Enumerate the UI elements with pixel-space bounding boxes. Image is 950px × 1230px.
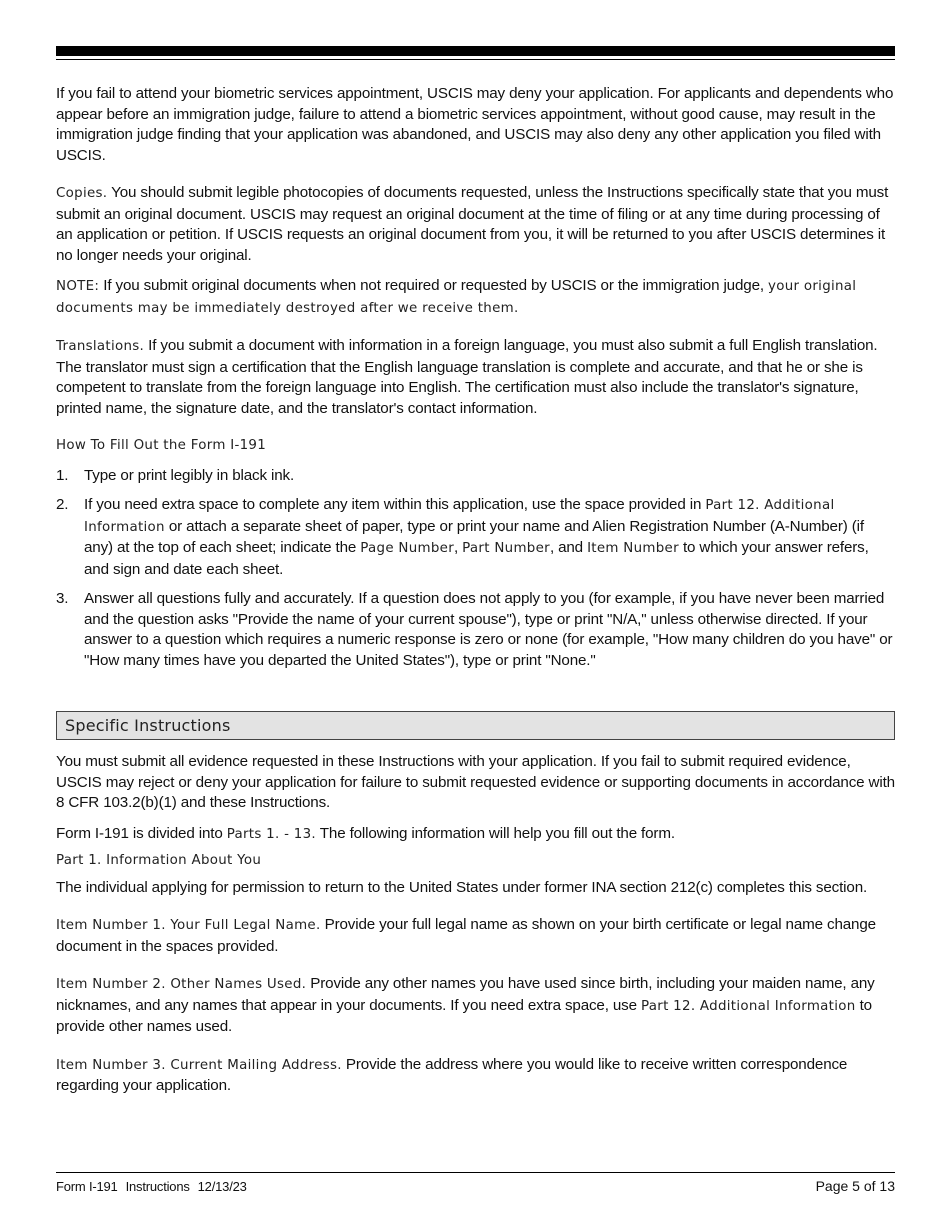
footer-page-number: Page 5 of 13 — [815, 1178, 895, 1194]
part1-paragraph: The individual applying for permission to return to the United States under former INA section 212(c) completes this section. — [56, 878, 868, 896]
item2-tail: to provide other names used. — [56, 996, 872, 1035]
evidence-paragraph: You must submit all evidence requested in these Instructions with your application. If you fail to submit required evidence, USCIS may reject or deny your application for failure to submit requested evidence or supporting documents in accordance with 8 CFR 103.2(b)(1) and these Instructions. — [56, 753, 895, 811]
list-number: 2. — [56, 496, 69, 513]
translations-text: If you submit a document with information in a foreign language, you must also submit a full English translation. The translator must sign a certification that the English language translation is complete and accurate, and that he or she is competent to translate from the foreign language into English. The certification must also include the translator's signature, printed name, the signature date, and the translator's contact information. — [56, 337, 878, 417]
footer-form-name: Form I-191 — [56, 1179, 118, 1194]
note-paragraph — [56, 276, 895, 319]
item3-label: Item Number 3. Current Mailing Address. — [56, 1057, 342, 1073]
part-number-reference: Part Number — [462, 541, 550, 556]
list-item — [56, 589, 895, 671]
item2-label: Item Number 2. Other Names Used. — [56, 977, 307, 992]
list-number: 3. — [56, 590, 69, 607]
note-emphasis: your original documents may be immediately destroyed after we receive them. — [56, 279, 857, 316]
footer-doc-type: Instructions — [125, 1179, 190, 1194]
list-item-text: , and — [549, 539, 588, 556]
list-item-text: Type or print legibly in black ink. — [84, 466, 295, 484]
item1-text: Provide your full legal name as shown on your birth certificate or legal name change document in the spaces provided. — [56, 916, 876, 955]
list-item-text: to which your answer refers, and sign and date each sheet. — [84, 539, 869, 578]
note-text: If you submit original documents when not required or requested by USCIS or the immigration judge, — [99, 277, 769, 294]
list-item-text: or attach a separate sheet of paper, type or print your name and Alien Registration Number (A-Number) (if any) at the top of each sheet; indicate the — [84, 517, 864, 556]
translations-paragraph — [56, 336, 895, 419]
section-title: Specific Instructions — [65, 716, 231, 735]
list-item-text: Answer all questions fully and accurately. If a question does not apply to you (for example, if you have never been married and the question asks "Provide the name of your current spouse"), type or print "N/A," unless otherwise directed. If your answer to a question which requires a numeric response is zero or none (for example, "How many children do you have" or "How many times have you departed the United States"), type or print "None." — [84, 590, 893, 669]
translations-label: Translations. — [56, 339, 145, 354]
part-12-reference: Part 12. Additional Information — [84, 498, 835, 535]
list-item — [56, 466, 895, 487]
item2-paragraph — [56, 974, 895, 1038]
list-number: 1. — [56, 466, 69, 484]
copies-label: Copies. — [56, 186, 108, 201]
page-number-reference: Page Number — [360, 541, 455, 556]
item1-paragraph — [56, 915, 895, 957]
parts-reference: Parts 1. - 13. — [226, 826, 316, 842]
footer-form-info — [56, 1179, 255, 1194]
item2-text: Provide any other names you have used since birth, including your maiden name, any nicknames, and any names that appear in your documents. If you need extra space, use — [56, 975, 875, 1014]
how-to-heading: How To Fill Out the Form I-191 — [56, 438, 267, 453]
list-item-text: If you need extra space to complete any item within this application, use the space provided in — [84, 496, 706, 513]
page-content — [56, 84, 895, 1097]
header-thick-rule — [56, 46, 895, 56]
item3-text: Provide the address where you would like to receive written correspondence regarding your application. — [56, 1055, 848, 1094]
list-item — [56, 495, 895, 580]
footer-edition-date: 12/13/23 — [197, 1179, 247, 1194]
header-thin-rule — [56, 59, 895, 60]
note-label: NOTE: — [56, 279, 100, 294]
copies-text: You should submit legible photocopies of documents requested, unless the Instructions specifically state that you must submit an original document. USCIS may request an original document at the time of filing or at any time during processing of an application or petition. If USCIS requests an original document from you, it will be returned to you after USCIS determines it no longer needs your original. — [56, 184, 889, 264]
item1-label: Item Number 1. Your Full Legal Name. — [56, 918, 321, 933]
biometric-paragraph: If you fail to attend your biometric services appointment, USCIS may deny your application. For applicants and dependents who appear before an immigration judge, failure to attend a biometric services appointment, without good cause, may result in the immigration judge finding that your application was abandoned, and USCIS may also deny any other application you filed with USCIS. — [56, 85, 894, 164]
list-item-text: , — [454, 539, 463, 556]
part1-heading: Part 1. Information About You — [56, 853, 262, 868]
parts-text: The following information will help you fill out the form. — [315, 824, 675, 842]
item-number-reference: Item Number — [587, 541, 679, 556]
item3-paragraph — [56, 1055, 895, 1097]
instruction-list — [56, 466, 895, 672]
item2-reference: Part 12. Additional Information — [640, 998, 856, 1014]
copies-paragraph — [56, 183, 895, 266]
footer-rule — [56, 1172, 895, 1173]
parts-paragraph — [56, 824, 895, 846]
parts-text: Form I-191 is divided into — [56, 824, 227, 842]
specific-instructions-header — [56, 711, 895, 740]
